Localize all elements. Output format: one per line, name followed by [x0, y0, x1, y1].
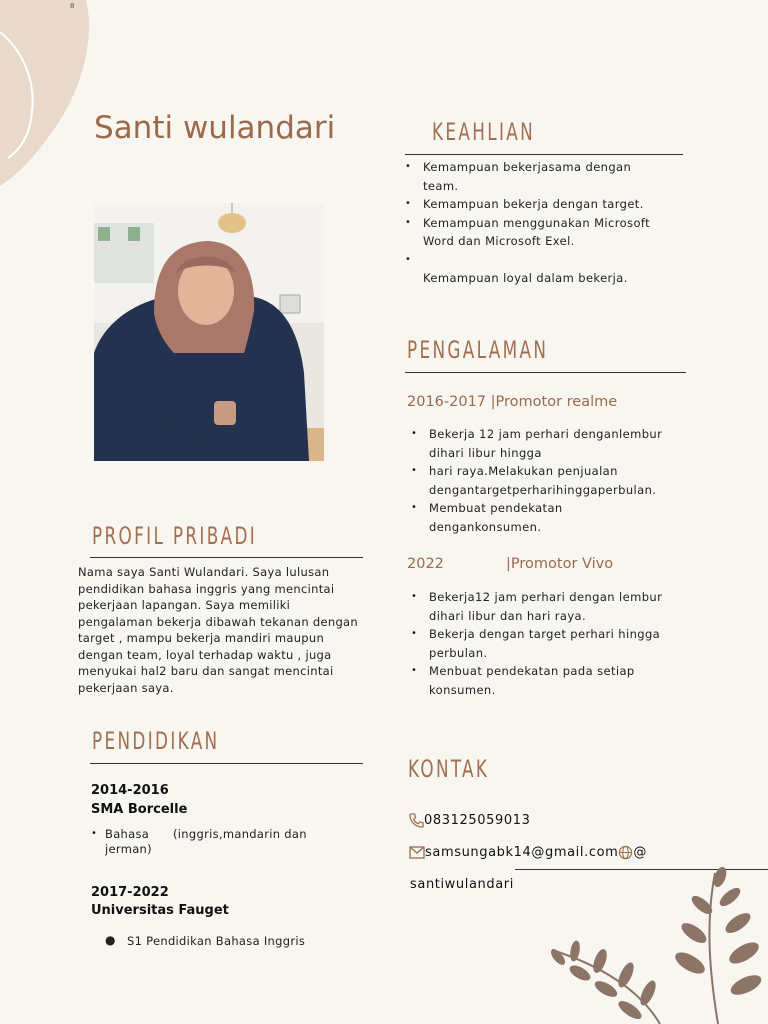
- list-item: [403, 251, 663, 269]
- profil-title: PROFIL PRIBADI: [92, 522, 258, 550]
- contact-phone: [409, 813, 530, 828]
- decorative-leaves: [540, 865, 768, 1024]
- email-text: samsungabk14@gmail.com: [425, 845, 619, 860]
- kontak-title: KONTAK: [408, 755, 490, 783]
- job-vivo-list: [409, 588, 679, 699]
- list-item: • Kemampuan menggunakan Microsoft Word dan Microsoft Exel.: [403, 214, 663, 251]
- list-item: • Kemampuan bekerjasama dengan team.: [403, 158, 663, 195]
- bullet: ●: [105, 933, 116, 947]
- edu-year-2: 2017-2022: [91, 885, 169, 900]
- keahlian-title: KEAHLIAN: [432, 118, 536, 146]
- mail-icon: [409, 846, 425, 859]
- pendidikan-divider: [90, 763, 363, 764]
- phone-text: 083125059013: [424, 813, 531, 828]
- web-prefix: @: [633, 845, 648, 860]
- page-number: 8: [70, 2, 75, 10]
- pendidikan-title: PENDIDIKAN: [92, 727, 220, 755]
- list-item: Kemampuan loyal dalam bekerja.: [423, 270, 628, 285]
- contact-web: santiwulandari: [410, 877, 514, 892]
- decorative-blob: [0, 0, 100, 190]
- profil-text: Nama saya Santi Wulandari. Saya lulusan pendidikan bahasa inggris yang mencintai pekerjaan lapangan. Saya memiliki pengalaman bekerja dibawah tekanan dengan target , mampu bekerja mandiri maupun dengan team, loyal terhadap waktu , juga menyukai hal2 baru dan sangat mencintai pekerjaan saya.: [78, 565, 358, 695]
- bullet: •: [91, 828, 98, 839]
- job-title-realme: 2016-2017 |Promotor realme: [407, 394, 618, 410]
- edu-item-text: (inggris,mandarin dan: [173, 827, 307, 841]
- edu-item-text: jerman): [105, 842, 152, 856]
- list-item: • Kemampuan bekerja dengan target.: [403, 195, 663, 214]
- profile-photo: [94, 203, 324, 461]
- list-item: • Membuat pendekatan dengankonsumen.: [409, 499, 679, 536]
- job-role-vivo: |Promotor Vivo: [506, 556, 614, 572]
- list-item: • Bekerja dengan target perhari hingga perbulan.: [409, 625, 679, 662]
- phone-icon: [409, 813, 424, 828]
- edu-year-1: 2014-2016: [91, 783, 169, 798]
- list-item: • Bekerja 12 jam perhari denganlembur dihari libur hingga: [409, 425, 679, 462]
- globe-icon: [618, 845, 633, 860]
- job-realme-list: [409, 425, 679, 536]
- pengalaman-divider: [405, 372, 686, 373]
- keahlian-list: [403, 158, 663, 287]
- list-item: • Menbuat pendekatan pada setiap konsumen.: [409, 662, 679, 699]
- contact-email: [409, 845, 647, 860]
- list-item: • Bekerja12 jam perhari dengan lembur dihari libur dan hari raya.: [409, 588, 679, 625]
- list-item: • hari raya.Melakukan penjualan dengantargetperharihinggaperbulan.: [409, 462, 679, 499]
- candidate-name: Santi wulandari: [94, 110, 336, 146]
- edu-school-1: SMA Borcelle: [91, 802, 188, 817]
- edu-item-text: S1 Pendidikan Bahasa Inggris: [127, 934, 306, 948]
- job-year-vivo: 2022: [407, 556, 444, 572]
- edu-item-text: Bahasa: [105, 827, 150, 841]
- keahlian-divider: [405, 154, 683, 155]
- pengalaman-title: PENGALAMAN: [407, 336, 549, 364]
- edu-school-2: Universitas Fauget: [91, 903, 229, 918]
- profil-divider: [90, 557, 363, 558]
